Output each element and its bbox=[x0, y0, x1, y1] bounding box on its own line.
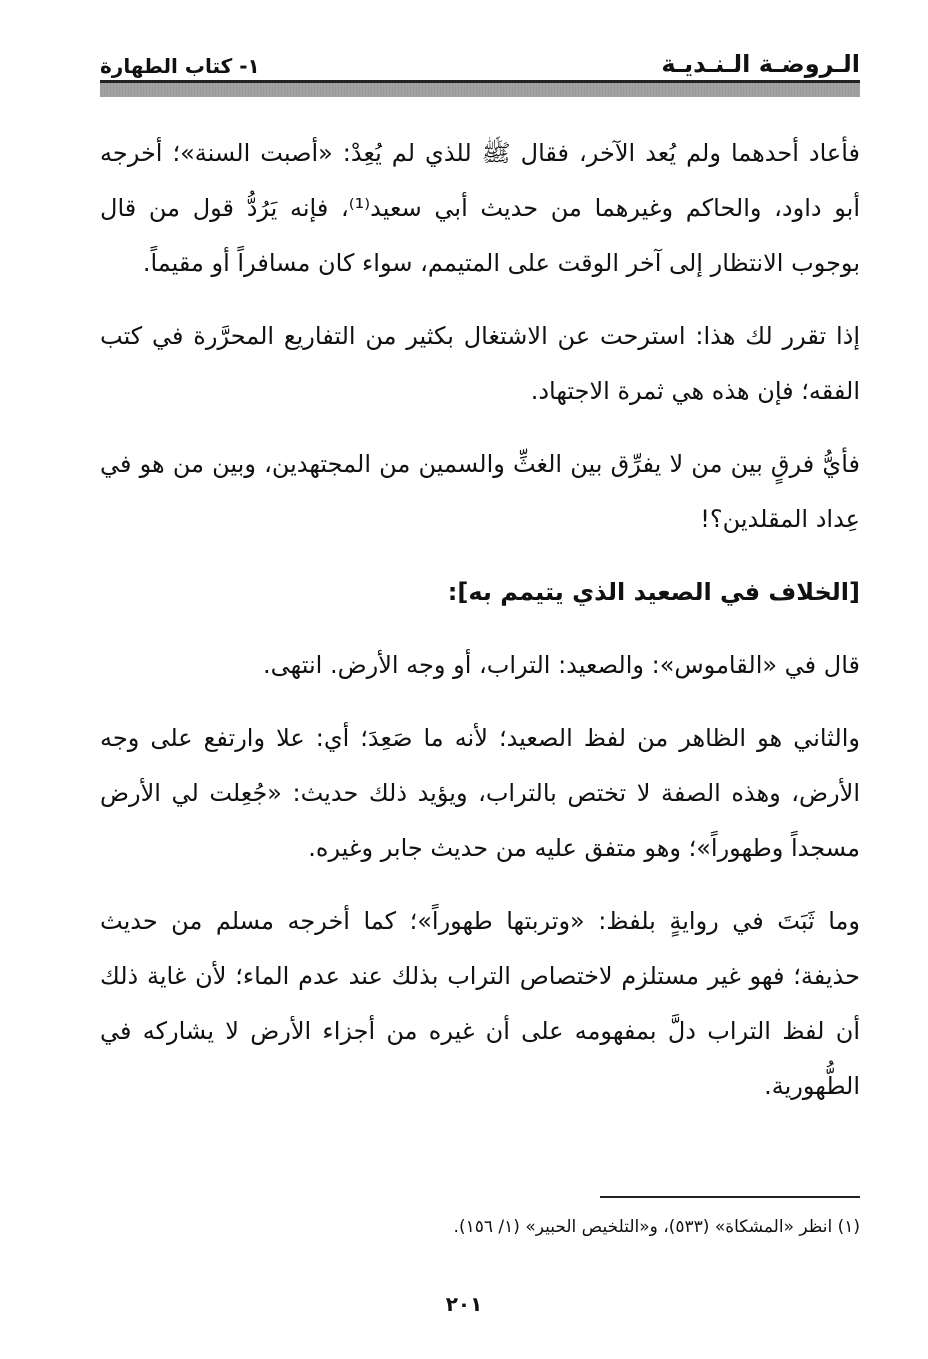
footnote: (١) انظر «المشكاة» (٥٣٣)، و«التلخيص الحبير» (١/ ١٥٦). bbox=[453, 1217, 860, 1237]
paragraph-saeed-meaning: والثاني هو الظاهر من لفظ الصعيد؛ لأنه ما صَعِدَ؛ أي: علا وارتفع على وجه الأرض، وهذه الصفة لا تختص بالتراب، ويؤيد ذلك حديث: «جُعِلت لي الأرض مسجداً وطهوراً»؛ وهو متفق عليه من حديث جابر وغيره. bbox=[100, 724, 860, 862]
paragraph-turbah-narration: وما ثَبَتَ في روايةٍ بلفظ: «وتربتها طهوراً»؛ كما أخرجه مسلم من حديث حذيفة؛ فهو غير مستلزم لاختصاص التراب بذلك عند عدم الماء؛ لأن غاية ذلك أن لفظ التراب دلَّ بمفهومه على أن غيره من أجزاء الأرض لا يشاركه في الطُّهورية. bbox=[100, 907, 860, 1100]
running-header bbox=[100, 38, 860, 78]
chapter-title: ١- كتاب الطهارة bbox=[100, 54, 260, 78]
book-title: الـروضـة الـنـديـة bbox=[661, 50, 860, 78]
header-rule bbox=[100, 80, 860, 97]
footnote-rule bbox=[600, 1196, 860, 1198]
section-heading: [الخلاف في الصعيد الذي يتيمم به]: bbox=[447, 578, 860, 606]
page-number: ٢٠١ bbox=[445, 1292, 483, 1316]
paragraph-mujtahid-muqallid: فأيُّ فرقٍ بين من لا يفرِّق بين الغثِّ والسمين من المجتهدين، وبين من هو في عِداد المقلدين؟! bbox=[100, 450, 860, 533]
paragraph-sunnah-tayammum: فأعاد أحدهما ولم يُعد الآخر، فقال ﷺ للذي لم يُعِدْ: «أصبت السنة»؛ أخرجه أبو داود، والحاكم وغيرهما من حديث أبي سعيد⁽¹⁾، فإنه يَرُدُّ قول من قال بوجوب الانتظار إلى آخر الوقت على المتيمم، سواء كان مسافراً أو مقيماً. bbox=[100, 139, 860, 277]
paragraph-ijtihad-fruit: إذا تقرر لك هذا: استرحت عن الاشتغال بكثير من التفاريع المحرَّرة في كتب الفقه؛ فإن هذه هي ثمرة الاجتهاد. bbox=[100, 322, 860, 405]
body-text bbox=[100, 126, 860, 1132]
paragraph-qamus-definition: قال في «القاموس»: والصعيد: التراب، أو وجه الأرض. انتهى. bbox=[263, 651, 860, 679]
